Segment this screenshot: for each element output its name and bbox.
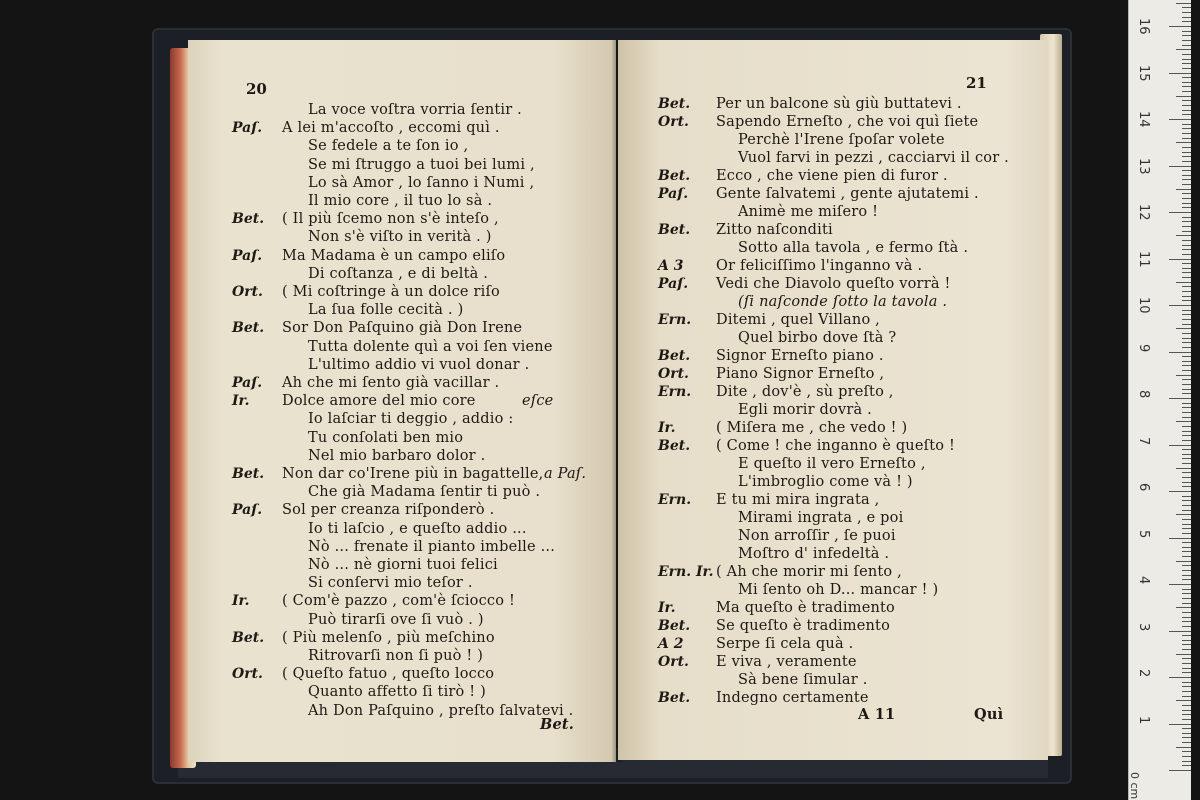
ruler-tick xyxy=(1182,426,1191,427)
measuring-ruler xyxy=(1128,0,1191,800)
ruler-tick xyxy=(1182,105,1191,106)
ruler-tick xyxy=(1182,226,1191,227)
ruler-tick xyxy=(1182,314,1191,315)
verse-line: Quanto affetto ſi tirò ! ) xyxy=(308,684,486,701)
verse-line: ( Più melenſo , più meſchino xyxy=(282,629,495,646)
ruler-tick xyxy=(1182,272,1191,273)
ruler-tick xyxy=(1182,110,1191,111)
ruler-tick xyxy=(1182,737,1191,738)
verse-line: La ſua folle cecità . ) xyxy=(308,302,464,319)
verse-line: Sà bene ſimular . xyxy=(738,672,868,688)
verse-line: E viva , veramente xyxy=(716,654,857,670)
ruler-tick xyxy=(1182,668,1191,669)
ruler-tick xyxy=(1169,631,1191,632)
speaker-label: Ern. Ir. xyxy=(658,564,714,580)
ruler-number: 7 xyxy=(1136,436,1151,445)
ruler-tick xyxy=(1182,193,1191,194)
verse-line: Egli morir dovrà . xyxy=(738,402,872,418)
ruler-number: 1 xyxy=(1136,715,1151,724)
ruler-unit-label: 0 cm xyxy=(1128,772,1141,800)
ruler-tick xyxy=(1182,547,1191,548)
ruler-tick xyxy=(1182,361,1191,362)
verse-line: ( Com'è pazzo , com'è ſciocco ! xyxy=(282,593,516,610)
speaker-label: Bet. xyxy=(232,211,265,228)
ruler-tick xyxy=(1182,370,1191,371)
ruler-tick xyxy=(1182,505,1191,506)
ruler-tick xyxy=(1169,352,1191,353)
ruler-tick xyxy=(1182,221,1191,222)
ruler-tick xyxy=(1182,696,1191,697)
ruler-tick xyxy=(1182,621,1191,622)
ruler-tick xyxy=(1182,663,1191,664)
stage-direction: eſce xyxy=(522,393,554,410)
ruler-tick xyxy=(1182,691,1191,692)
ruler-tick xyxy=(1182,138,1191,139)
speaker-label: A 3 xyxy=(658,258,684,274)
ruler-tick xyxy=(1182,603,1191,604)
ruler-number: 12 xyxy=(1136,204,1151,221)
ruler-tick xyxy=(1182,751,1191,752)
ruler-tick xyxy=(1182,170,1191,171)
speaker-label: Ir. xyxy=(232,393,250,410)
ruler-tick xyxy=(1182,556,1191,557)
ruler-tick xyxy=(1182,91,1191,92)
stage-direction: a Paſ. xyxy=(544,466,587,482)
speaker-label: Paſ. xyxy=(658,276,689,292)
ruler-tick xyxy=(1182,156,1191,157)
ruler-tick xyxy=(1182,551,1191,552)
ruler-tick xyxy=(1182,714,1191,715)
ruler-number: 2 xyxy=(1136,669,1151,678)
ruler-number: 3 xyxy=(1136,622,1151,631)
ruler-tick xyxy=(1182,324,1191,325)
speaker-label: Paſ. xyxy=(232,502,263,519)
ruler-tick xyxy=(1182,133,1191,134)
ruler-tick xyxy=(1182,203,1191,204)
verse-line: Ma Madama è un campo eliſo xyxy=(282,247,506,264)
verse-line: Nò ... nè giorni tuoi felici xyxy=(308,557,498,573)
ruler-tick xyxy=(1169,724,1191,725)
verse-line: Perchè l'Irene ſpoſar volete xyxy=(738,132,945,148)
ruler-tick xyxy=(1182,184,1191,185)
ruler-tick xyxy=(1182,300,1191,301)
verse-line: Mirami ingrata , e poi xyxy=(738,510,904,526)
ruler-tick xyxy=(1176,375,1191,376)
verse-line: Sapendo Erneſto , che voi quì ſiete xyxy=(716,114,979,130)
ruler-tick xyxy=(1182,742,1191,743)
verse-line: Se fedele a te ſon io , xyxy=(308,138,469,155)
ruler-number: 9 xyxy=(1136,343,1151,352)
speaker-label: Bet. xyxy=(658,690,691,706)
speaker-label: Bet. xyxy=(232,320,265,337)
speaker-label: Paſ. xyxy=(232,247,263,264)
verse-line: Ritrovarſi non ſi può ! ) xyxy=(308,648,484,664)
ruler-tick xyxy=(1176,49,1191,50)
ruler-number: 8 xyxy=(1136,390,1151,399)
left-page xyxy=(188,40,616,762)
ruler-tick xyxy=(1182,765,1191,766)
speaker-label: Paſ. xyxy=(658,186,689,202)
verse-line: Io ti laſcio , e queſto addio ... xyxy=(308,520,527,537)
ruler-tick xyxy=(1182,12,1191,13)
speaker-label: Bet. xyxy=(658,438,691,454)
ruler-tick xyxy=(1176,96,1191,97)
ruler-tick xyxy=(1182,640,1191,641)
catchword: Bet. xyxy=(540,716,575,733)
ruler-tick xyxy=(1182,114,1191,115)
ruler-tick xyxy=(1182,477,1191,478)
ruler-tick xyxy=(1182,593,1191,594)
ruler-tick xyxy=(1169,398,1191,399)
verse-line: L'imbroglio come và ! ) xyxy=(738,474,913,490)
verse-line: Si conſervi mio teſor . xyxy=(308,575,473,592)
speaker-label: Bet. xyxy=(232,466,265,482)
verse-line: Ma queſto è tradimento xyxy=(716,600,895,616)
speaker-label: A 2 xyxy=(658,636,684,652)
ruler-tick xyxy=(1169,26,1191,27)
ruler-tick xyxy=(1169,166,1191,167)
ruler-tick xyxy=(1169,538,1191,539)
verse-line: Io laſciar ti deggio , addio : xyxy=(308,411,514,428)
speaker-label: Ort. xyxy=(232,666,263,683)
ruler-tick xyxy=(1182,403,1191,404)
verse-line: Moſtro d' infedeltà . xyxy=(738,546,890,562)
ruler-tick xyxy=(1182,268,1191,269)
ruler-tick xyxy=(1182,761,1191,762)
verse-line: Che già Madama ſentir ti può . xyxy=(308,484,541,501)
ruler-tick xyxy=(1182,458,1191,459)
ruler-tick xyxy=(1182,124,1191,125)
verse-line: Zitto naſconditi xyxy=(716,222,833,238)
ruler-tick xyxy=(1176,142,1191,143)
ruler-tick xyxy=(1169,491,1191,492)
verse-line: Vedi che Diavolo queſto vorrà ! xyxy=(716,276,951,292)
ruler-tick xyxy=(1182,686,1191,687)
ruler-tick xyxy=(1182,612,1191,613)
ruler-tick xyxy=(1182,528,1191,529)
ruler-number: 6 xyxy=(1136,483,1151,492)
ruler-tick xyxy=(1182,635,1191,636)
ruler-tick xyxy=(1169,259,1191,260)
ruler-tick xyxy=(1182,519,1191,520)
ruler-tick xyxy=(1182,617,1191,618)
ruler-number: 13 xyxy=(1136,157,1151,175)
ruler-tick xyxy=(1182,449,1191,450)
speaker-label: Paſ. xyxy=(232,120,263,137)
ruler-tick xyxy=(1182,496,1191,497)
page-number: 20 xyxy=(246,80,267,98)
ruler-tick xyxy=(1182,240,1191,241)
speaker-label: Ern. xyxy=(658,492,692,508)
ruler-tick xyxy=(1182,128,1191,129)
ruler-tick xyxy=(1182,7,1191,8)
ruler-tick xyxy=(1182,82,1191,83)
ruler-tick xyxy=(1182,435,1191,436)
ruler-tick xyxy=(1182,45,1191,46)
ruler-tick xyxy=(1176,235,1191,236)
speaker-label: Ort. xyxy=(658,114,689,130)
ruler-tick xyxy=(1182,147,1191,148)
verse-line: Se mi ſtruggo a tuoi bei lumi , xyxy=(308,156,535,173)
speaker-label: Bet. xyxy=(232,629,265,646)
ruler-tick xyxy=(1182,626,1191,627)
verse-line: Nel mio barbaro dolor . xyxy=(308,447,486,464)
verse-line: Signor Erneſto piano . xyxy=(716,348,884,364)
ruler-tick xyxy=(1182,54,1191,55)
ruler-tick xyxy=(1176,421,1191,422)
speaker-label: Bet. xyxy=(658,348,691,364)
speaker-label: Ort. xyxy=(658,366,689,382)
ruler-tick xyxy=(1182,17,1191,18)
speaker-label: Bet. xyxy=(658,168,691,184)
ruler-tick xyxy=(1182,245,1191,246)
ruler-tick xyxy=(1176,468,1191,469)
ruler-tick xyxy=(1182,379,1191,380)
right-page xyxy=(618,40,1048,760)
ruler-tick xyxy=(1176,328,1191,329)
ruler-tick xyxy=(1176,654,1191,655)
ruler-tick xyxy=(1182,454,1191,455)
speaker-label: Paſ. xyxy=(232,375,263,391)
ruler-tick xyxy=(1182,589,1191,590)
ruler-tick xyxy=(1182,100,1191,101)
ruler-tick xyxy=(1176,700,1191,701)
ruler-tick xyxy=(1169,584,1191,585)
ruler-tick xyxy=(1182,277,1191,278)
ruler-tick xyxy=(1182,35,1191,36)
verse-line: Ah Don Paſquino , preſto ſalvatevi . xyxy=(308,702,574,719)
ruler-number: 10 xyxy=(1136,297,1151,314)
verse-line: Sol per creanza riſponderò . xyxy=(282,502,495,519)
ruler-tick xyxy=(1169,677,1191,678)
ruler-tick xyxy=(1182,286,1191,287)
ruler-tick xyxy=(1182,412,1191,413)
ruler-tick xyxy=(1182,21,1191,22)
ruler-tick xyxy=(1182,356,1191,357)
ruler-tick xyxy=(1182,472,1191,473)
ruler-tick xyxy=(1182,672,1191,673)
ruler-tick xyxy=(1182,207,1191,208)
ruler-tick xyxy=(1182,333,1191,334)
ruler-tick xyxy=(1176,607,1191,608)
ruler-tick xyxy=(1182,365,1191,366)
speaker-label: Ir. xyxy=(658,420,676,436)
verse-line: Indegno certamente xyxy=(716,690,869,706)
ruler-tick xyxy=(1182,682,1191,683)
ruler-tick xyxy=(1182,482,1191,483)
ruler-tick xyxy=(1182,263,1191,264)
ruler-tick xyxy=(1176,189,1191,190)
verse-line: ( Mi coſtringe à un dolce riſo xyxy=(282,284,500,300)
ruler-tick xyxy=(1182,384,1191,385)
ruler-tick xyxy=(1182,575,1191,576)
ruler-tick xyxy=(1182,231,1191,232)
ruler-tick xyxy=(1182,407,1191,408)
ruler-tick xyxy=(1182,649,1191,650)
verse-line: Il mio core , il tuo lo sà . xyxy=(308,193,493,209)
verse-line: Dite , dov'è , sù preſto , xyxy=(716,384,894,400)
ruler-tick xyxy=(1176,3,1191,4)
ruler-tick xyxy=(1169,73,1191,74)
ruler-tick xyxy=(1182,565,1191,566)
verse-line: Per un balcone sù giù buttatevi . xyxy=(716,96,962,112)
verse-line: Non s'è viſto in verità . ) xyxy=(308,229,492,246)
verse-line: ( Ah che morir mi ſento , xyxy=(716,564,902,580)
verse-line: ( Miſera me , che vedo ! ) xyxy=(716,420,908,436)
ruler-tick xyxy=(1182,68,1191,69)
verse-line: Or feliciſſimo l'inganno và . xyxy=(716,258,923,274)
ruler-tick xyxy=(1182,161,1191,162)
verse-line: Ah che mi ſento già vacillar . xyxy=(282,375,500,391)
ruler-tick xyxy=(1182,524,1191,525)
ruler-tick xyxy=(1182,77,1191,78)
ruler-tick xyxy=(1182,217,1191,218)
ruler-tick xyxy=(1176,747,1191,748)
verse-line: Non dar co'Irene più in bagattelle, xyxy=(282,466,544,482)
ruler-tick xyxy=(1182,393,1191,394)
verse-line: Serpe ſi cela quà . xyxy=(716,636,854,652)
catchword: Quì xyxy=(974,706,1004,723)
ruler-tick xyxy=(1169,212,1191,213)
page-number: 21 xyxy=(966,74,987,92)
verse-line: Di coſtanza , e di beltà . xyxy=(308,265,489,282)
speaker-label: Ir. xyxy=(232,593,250,610)
ruler-tick xyxy=(1182,728,1191,729)
ruler-tick xyxy=(1182,254,1191,255)
ruler-tick xyxy=(1182,533,1191,534)
speaker-label: Ort. xyxy=(658,654,689,670)
ruler-tick xyxy=(1182,733,1191,734)
speaker-label: Bet. xyxy=(658,618,691,634)
ruler-tick xyxy=(1182,249,1191,250)
ruler-number: 14 xyxy=(1136,111,1151,128)
verse-line: La voce voſtra vorria ſentir . xyxy=(308,102,522,118)
ruler-tick xyxy=(1176,561,1191,562)
verse-line: Sor Don Paſquino già Don Irene xyxy=(282,320,523,337)
verse-line: Gente ſalvatemi , gente ajutatemi . xyxy=(716,186,979,202)
ruler-tick xyxy=(1182,644,1191,645)
verse-line: E tu mi mira ingrata , xyxy=(716,492,880,508)
ruler-tick xyxy=(1182,389,1191,390)
verse-line: Se queſto è tradimento xyxy=(716,618,890,634)
ruler-tick xyxy=(1182,542,1191,543)
speaker-label: Bet. xyxy=(658,222,691,238)
ruler-tick xyxy=(1182,342,1191,343)
ruler-number: 11 xyxy=(1136,250,1151,268)
verse-line: Nò ... frenate il pianto imbelle ... xyxy=(308,538,556,555)
ruler-tick xyxy=(1182,570,1191,571)
verse-line: Vuol farvi in pezzi , cacciarvi il cor . xyxy=(738,150,1009,166)
verse-line: Ecco , che viene pien di furor . xyxy=(716,168,948,184)
ruler-number: 16 xyxy=(1136,18,1151,35)
verse-line: L'ultimo addio vi vuol donar . xyxy=(308,356,530,373)
ruler-tick xyxy=(1182,63,1191,64)
ruler-tick xyxy=(1169,445,1191,446)
verse-line: A lei m'accoſto , eccomi quì . xyxy=(282,120,500,137)
verse-line: ( Queſto fatuo , queſto locco xyxy=(282,666,495,683)
verse-line: Quel birbo dove ſtà ? xyxy=(738,330,897,346)
ruler-tick xyxy=(1182,31,1191,32)
verse-line: (ſi naſconde ſotto la tavola . xyxy=(738,294,948,310)
speaker-label: Ern. xyxy=(658,312,692,328)
verse-line: Piano Signor Erneſto , xyxy=(716,366,885,382)
verse-line: Lo sà Amor , lo ſanno i Numi , xyxy=(308,174,535,191)
ruler-tick xyxy=(1182,40,1191,41)
verse-line: E queſto il vero Erneſto , xyxy=(738,456,926,472)
verse-line: Può tirarſi ove ſi vuò . ) xyxy=(308,611,484,628)
speaker-label: Ir. xyxy=(658,600,676,616)
ruler-number: 4 xyxy=(1136,576,1151,585)
ruler-tick xyxy=(1182,291,1191,292)
ruler-tick xyxy=(1169,119,1191,120)
speaker-label: Ort. xyxy=(232,284,263,300)
ruler-tick xyxy=(1182,486,1191,487)
ruler-tick xyxy=(1182,198,1191,199)
ruler-tick xyxy=(1182,463,1191,464)
ruler-tick xyxy=(1182,417,1191,418)
ruler-number: 5 xyxy=(1136,529,1151,538)
ruler-tick xyxy=(1176,514,1191,515)
ruler-tick xyxy=(1169,305,1191,306)
ruler-tick xyxy=(1182,347,1191,348)
ruler-tick xyxy=(1182,579,1191,580)
ruler-tick xyxy=(1182,705,1191,706)
ruler-tick xyxy=(1182,510,1191,511)
verse-line: Tutta dolente quì a voi ſen viene xyxy=(308,338,553,355)
verse-line: Animè me miſero ! xyxy=(738,204,879,220)
ruler-tick xyxy=(1182,175,1191,176)
ruler-tick xyxy=(1182,598,1191,599)
verse-line: Mi ſento oh D... mancar ! ) xyxy=(738,582,939,598)
ruler-tick xyxy=(1182,86,1191,87)
verse-line: Dolce amore del mio core xyxy=(282,393,476,410)
ruler-tick xyxy=(1182,719,1191,720)
verse-line: Non arroſſir , ſe puoi xyxy=(738,528,896,544)
ruler-tick xyxy=(1182,710,1191,711)
verse-line: ( Come ! che inganno è queſto ! xyxy=(716,438,955,454)
verse-line: Sotto alla tavola , e fermo ſtà . xyxy=(738,240,969,256)
verse-line: Tu conſolati ben mio xyxy=(308,429,464,446)
ruler-tick xyxy=(1182,179,1191,180)
ruler-tick xyxy=(1182,152,1191,153)
ruler-tick xyxy=(1182,431,1191,432)
verse-line: ( Il più ſcemo non s'è inteſo , xyxy=(282,211,499,228)
ruler-number: 15 xyxy=(1136,64,1151,82)
ruler-tick xyxy=(1182,310,1191,311)
ruler-tick xyxy=(1176,282,1191,283)
ruler-tick xyxy=(1182,440,1191,441)
ruler-tick xyxy=(1182,296,1191,297)
ruler-tick xyxy=(1182,338,1191,339)
ruler-tick xyxy=(1182,658,1191,659)
verse-line: Ditemi , quel Villano , xyxy=(716,312,880,328)
ruler-tick xyxy=(1182,59,1191,60)
ruler-tick xyxy=(1182,500,1191,501)
ruler-tick xyxy=(1169,770,1191,771)
ruler-tick xyxy=(1182,756,1191,757)
speaker-label: Ern. xyxy=(658,384,692,400)
ruler-tick xyxy=(1182,319,1191,320)
signature-mark: A 11 xyxy=(858,706,896,723)
speaker-label: Bet. xyxy=(658,96,691,112)
